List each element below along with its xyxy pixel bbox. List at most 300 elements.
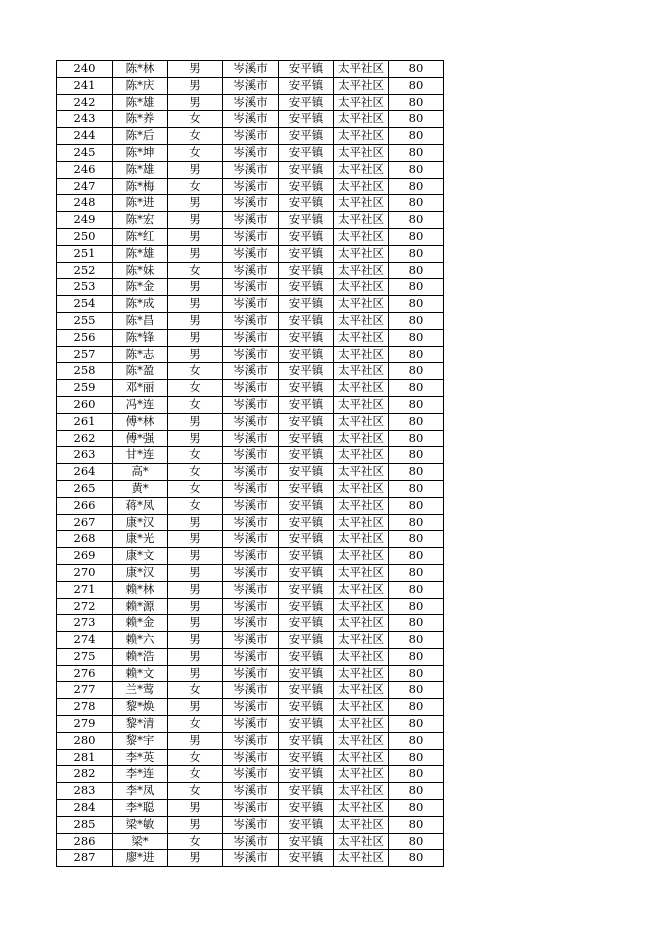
- city-cell: 岑溪市: [223, 783, 279, 800]
- amount-cell: 80: [389, 61, 444, 78]
- community-cell: 太平社区: [334, 279, 389, 296]
- community-cell: 太平社区: [334, 430, 389, 447]
- city-cell: 岑溪市: [223, 514, 279, 531]
- city-cell: 岑溪市: [223, 699, 279, 716]
- amount-cell: 80: [389, 648, 444, 665]
- city-cell: 岑溪市: [223, 548, 279, 565]
- community-cell: 太平社区: [334, 195, 389, 212]
- name-cell: 梁*: [113, 833, 168, 850]
- gender-cell: 男: [168, 279, 223, 296]
- community-cell: 太平社区: [334, 800, 389, 817]
- amount-cell: 80: [389, 632, 444, 649]
- city-cell: 岑溪市: [223, 615, 279, 632]
- amount-cell: 80: [389, 497, 444, 514]
- city-cell: 岑溪市: [223, 396, 279, 413]
- community-cell: 太平社区: [334, 648, 389, 665]
- amount-cell: 80: [389, 766, 444, 783]
- table-row: [57, 128, 444, 145]
- city-cell: 岑溪市: [223, 682, 279, 699]
- community-cell: 太平社区: [334, 833, 389, 850]
- community-cell: 太平社区: [334, 77, 389, 94]
- table-row: [57, 699, 444, 716]
- town-cell: 安平镇: [279, 816, 334, 833]
- table-row: [57, 380, 444, 397]
- amount-cell: 80: [389, 396, 444, 413]
- table-row: [57, 514, 444, 531]
- city-cell: 岑溪市: [223, 833, 279, 850]
- row-number-cell: 266: [57, 497, 113, 514]
- city-cell: 岑溪市: [223, 178, 279, 195]
- amount-cell: 80: [389, 312, 444, 329]
- name-cell: 黄*: [113, 480, 168, 497]
- community-cell: 太平社区: [334, 581, 389, 598]
- amount-cell: 80: [389, 363, 444, 380]
- row-number-cell: 276: [57, 665, 113, 682]
- row-number-cell: 264: [57, 464, 113, 481]
- row-number-cell: 267: [57, 514, 113, 531]
- table-row: [57, 447, 444, 464]
- gender-cell: 女: [168, 178, 223, 195]
- name-cell: 冯*连: [113, 396, 168, 413]
- gender-cell: 男: [168, 413, 223, 430]
- amount-cell: 80: [389, 816, 444, 833]
- amount-cell: 80: [389, 195, 444, 212]
- table-row: [57, 732, 444, 749]
- gender-cell: 男: [168, 430, 223, 447]
- community-cell: 太平社区: [334, 178, 389, 195]
- town-cell: 安平镇: [279, 77, 334, 94]
- table-row: [57, 228, 444, 245]
- community-cell: 太平社区: [334, 128, 389, 145]
- table-row: [57, 363, 444, 380]
- name-cell: 赖*六: [113, 632, 168, 649]
- name-cell: 廖*进: [113, 850, 168, 867]
- amount-cell: 80: [389, 800, 444, 817]
- row-number-cell: 250: [57, 228, 113, 245]
- town-cell: 安平镇: [279, 464, 334, 481]
- community-cell: 太平社区: [334, 514, 389, 531]
- gender-cell: 男: [168, 598, 223, 615]
- community-cell: 太平社区: [334, 228, 389, 245]
- town-cell: 安平镇: [279, 665, 334, 682]
- row-number-cell: 284: [57, 800, 113, 817]
- row-number-cell: 271: [57, 581, 113, 598]
- gender-cell: 男: [168, 531, 223, 548]
- city-cell: 岑溪市: [223, 749, 279, 766]
- gender-cell: 男: [168, 228, 223, 245]
- community-cell: 太平社区: [334, 615, 389, 632]
- city-cell: 岑溪市: [223, 816, 279, 833]
- town-cell: 安平镇: [279, 749, 334, 766]
- table-row: [57, 682, 444, 699]
- gender-cell: 男: [168, 665, 223, 682]
- amount-cell: 80: [389, 682, 444, 699]
- amount-cell: 80: [389, 833, 444, 850]
- amount-cell: 80: [389, 296, 444, 313]
- gender-cell: 女: [168, 128, 223, 145]
- amount-cell: 80: [389, 514, 444, 531]
- amount-cell: 80: [389, 430, 444, 447]
- row-number-cell: 246: [57, 161, 113, 178]
- amount-cell: 80: [389, 380, 444, 397]
- city-cell: 岑溪市: [223, 245, 279, 262]
- name-cell: 陈*进: [113, 195, 168, 212]
- name-cell: 黎*焕: [113, 699, 168, 716]
- gender-cell: 男: [168, 77, 223, 94]
- row-number-cell: 265: [57, 480, 113, 497]
- city-cell: 岑溪市: [223, 497, 279, 514]
- row-number-cell: 272: [57, 598, 113, 615]
- name-cell: 兰*莺: [113, 682, 168, 699]
- gender-cell: 女: [168, 380, 223, 397]
- amount-cell: 80: [389, 598, 444, 615]
- city-cell: 岑溪市: [223, 312, 279, 329]
- row-number-cell: 257: [57, 346, 113, 363]
- town-cell: 安平镇: [279, 581, 334, 598]
- city-cell: 岑溪市: [223, 581, 279, 598]
- amount-cell: 80: [389, 144, 444, 161]
- table-row: [57, 312, 444, 329]
- gender-cell: 男: [168, 564, 223, 581]
- table-row: [57, 212, 444, 229]
- row-number-cell: 278: [57, 699, 113, 716]
- community-cell: 太平社区: [334, 413, 389, 430]
- town-cell: 安平镇: [279, 514, 334, 531]
- town-cell: 安平镇: [279, 396, 334, 413]
- name-cell: 傅*强: [113, 430, 168, 447]
- row-number-cell: 282: [57, 766, 113, 783]
- city-cell: 岑溪市: [223, 144, 279, 161]
- city-cell: 岑溪市: [223, 363, 279, 380]
- city-cell: 岑溪市: [223, 279, 279, 296]
- row-number-cell: 244: [57, 128, 113, 145]
- row-number-cell: 248: [57, 195, 113, 212]
- city-cell: 岑溪市: [223, 296, 279, 313]
- name-cell: 李*英: [113, 749, 168, 766]
- town-cell: 安平镇: [279, 648, 334, 665]
- row-number-cell: 268: [57, 531, 113, 548]
- name-cell: 李*连: [113, 766, 168, 783]
- community-cell: 太平社区: [334, 380, 389, 397]
- amount-cell: 80: [389, 161, 444, 178]
- town-cell: 安平镇: [279, 296, 334, 313]
- city-cell: 岑溪市: [223, 346, 279, 363]
- city-cell: 岑溪市: [223, 413, 279, 430]
- gender-cell: 女: [168, 497, 223, 514]
- community-cell: 太平社区: [334, 682, 389, 699]
- gender-cell: 男: [168, 581, 223, 598]
- amount-cell: 80: [389, 464, 444, 481]
- table-row: [57, 632, 444, 649]
- gender-cell: 男: [168, 312, 223, 329]
- town-cell: 安平镇: [279, 632, 334, 649]
- town-cell: 安平镇: [279, 800, 334, 817]
- city-cell: 岑溪市: [223, 212, 279, 229]
- city-cell: 岑溪市: [223, 77, 279, 94]
- row-number-cell: 263: [57, 447, 113, 464]
- town-cell: 安平镇: [279, 615, 334, 632]
- amount-cell: 80: [389, 212, 444, 229]
- table-row: [57, 816, 444, 833]
- row-number-cell: 274: [57, 632, 113, 649]
- city-cell: 岑溪市: [223, 228, 279, 245]
- table-row: [57, 850, 444, 867]
- row-number-cell: 259: [57, 380, 113, 397]
- town-cell: 安平镇: [279, 833, 334, 850]
- name-cell: 陈*昌: [113, 312, 168, 329]
- name-cell: 赖*金: [113, 615, 168, 632]
- gender-cell: 女: [168, 464, 223, 481]
- city-cell: 岑溪市: [223, 648, 279, 665]
- gender-cell: 男: [168, 296, 223, 313]
- table-row: [57, 800, 444, 817]
- city-cell: 岑溪市: [223, 94, 279, 111]
- town-cell: 安平镇: [279, 346, 334, 363]
- city-cell: 岑溪市: [223, 111, 279, 128]
- row-number-cell: 269: [57, 548, 113, 565]
- name-cell: 陈*锋: [113, 329, 168, 346]
- community-cell: 太平社区: [334, 732, 389, 749]
- name-cell: 陈*雄: [113, 94, 168, 111]
- row-number-cell: 279: [57, 716, 113, 733]
- town-cell: 安平镇: [279, 732, 334, 749]
- amount-cell: 80: [389, 732, 444, 749]
- amount-cell: 80: [389, 262, 444, 279]
- town-cell: 安平镇: [279, 598, 334, 615]
- town-cell: 安平镇: [279, 480, 334, 497]
- town-cell: 安平镇: [279, 413, 334, 430]
- community-cell: 太平社区: [334, 749, 389, 766]
- community-cell: 太平社区: [334, 262, 389, 279]
- amount-cell: 80: [389, 531, 444, 548]
- gender-cell: 女: [168, 363, 223, 380]
- amount-cell: 80: [389, 346, 444, 363]
- table-body: [57, 61, 444, 867]
- table-row: [57, 564, 444, 581]
- table-row: [57, 245, 444, 262]
- gender-cell: 女: [168, 396, 223, 413]
- row-number-cell: 280: [57, 732, 113, 749]
- table-row: [57, 615, 444, 632]
- table-row: [57, 94, 444, 111]
- town-cell: 安平镇: [279, 195, 334, 212]
- gender-cell: 男: [168, 648, 223, 665]
- community-cell: 太平社区: [334, 61, 389, 78]
- gender-cell: 男: [168, 329, 223, 346]
- table-row: [57, 262, 444, 279]
- name-cell: 陈*成: [113, 296, 168, 313]
- name-cell: 陈*养: [113, 111, 168, 128]
- row-number-cell: 270: [57, 564, 113, 581]
- name-cell: 陈*红: [113, 228, 168, 245]
- name-cell: 陈*金: [113, 279, 168, 296]
- name-cell: 陈*妹: [113, 262, 168, 279]
- community-cell: 太平社区: [334, 699, 389, 716]
- name-cell: 陈*雄: [113, 161, 168, 178]
- city-cell: 岑溪市: [223, 564, 279, 581]
- town-cell: 安平镇: [279, 850, 334, 867]
- row-number-cell: 254: [57, 296, 113, 313]
- amount-cell: 80: [389, 77, 444, 94]
- table-row: [57, 329, 444, 346]
- gender-cell: 女: [168, 766, 223, 783]
- amount-cell: 80: [389, 245, 444, 262]
- city-cell: 岑溪市: [223, 531, 279, 548]
- town-cell: 安平镇: [279, 212, 334, 229]
- row-number-cell: 262: [57, 430, 113, 447]
- city-cell: 岑溪市: [223, 632, 279, 649]
- name-cell: 陈*林: [113, 61, 168, 78]
- row-number-cell: 277: [57, 682, 113, 699]
- town-cell: 安平镇: [279, 329, 334, 346]
- gender-cell: 男: [168, 615, 223, 632]
- town-cell: 安平镇: [279, 548, 334, 565]
- community-cell: 太平社区: [334, 447, 389, 464]
- row-number-cell: 241: [57, 77, 113, 94]
- amount-cell: 80: [389, 548, 444, 565]
- gender-cell: 男: [168, 732, 223, 749]
- name-cell: 高*: [113, 464, 168, 481]
- amount-cell: 80: [389, 564, 444, 581]
- city-cell: 岑溪市: [223, 262, 279, 279]
- row-number-cell: 281: [57, 749, 113, 766]
- row-number-cell: 286: [57, 833, 113, 850]
- row-number-cell: 275: [57, 648, 113, 665]
- name-cell: 邓*丽: [113, 380, 168, 397]
- gender-cell: 女: [168, 480, 223, 497]
- row-number-cell: 240: [57, 61, 113, 78]
- table-row: [57, 531, 444, 548]
- city-cell: 岑溪市: [223, 732, 279, 749]
- community-cell: 太平社区: [334, 850, 389, 867]
- amount-cell: 80: [389, 279, 444, 296]
- amount-cell: 80: [389, 228, 444, 245]
- town-cell: 安平镇: [279, 128, 334, 145]
- table-row: [57, 716, 444, 733]
- gender-cell: 男: [168, 212, 223, 229]
- row-number-cell: 245: [57, 144, 113, 161]
- name-cell: 陈*盈: [113, 363, 168, 380]
- town-cell: 安平镇: [279, 245, 334, 262]
- city-cell: 岑溪市: [223, 430, 279, 447]
- community-cell: 太平社区: [334, 161, 389, 178]
- gender-cell: 男: [168, 61, 223, 78]
- community-cell: 太平社区: [334, 245, 389, 262]
- community-cell: 太平社区: [334, 464, 389, 481]
- city-cell: 岑溪市: [223, 766, 279, 783]
- town-cell: 安平镇: [279, 716, 334, 733]
- town-cell: 安平镇: [279, 531, 334, 548]
- amount-cell: 80: [389, 783, 444, 800]
- table-row: [57, 598, 444, 615]
- city-cell: 岑溪市: [223, 665, 279, 682]
- table-row: [57, 648, 444, 665]
- table-row: [57, 346, 444, 363]
- table-row: [57, 766, 444, 783]
- name-cell: 陈*后: [113, 128, 168, 145]
- community-cell: 太平社区: [334, 766, 389, 783]
- amount-cell: 80: [389, 447, 444, 464]
- table-row: [57, 61, 444, 78]
- gender-cell: 女: [168, 716, 223, 733]
- gender-cell: 男: [168, 816, 223, 833]
- table-row: [57, 396, 444, 413]
- table-row: [57, 111, 444, 128]
- row-number-cell: 247: [57, 178, 113, 195]
- town-cell: 安平镇: [279, 766, 334, 783]
- name-cell: 陈*宏: [113, 212, 168, 229]
- gender-cell: 男: [168, 94, 223, 111]
- row-number-cell: 252: [57, 262, 113, 279]
- amount-cell: 80: [389, 329, 444, 346]
- community-cell: 太平社区: [334, 716, 389, 733]
- city-cell: 岑溪市: [223, 716, 279, 733]
- city-cell: 岑溪市: [223, 329, 279, 346]
- gender-cell: 女: [168, 682, 223, 699]
- name-cell: 赖*源: [113, 598, 168, 615]
- gender-cell: 女: [168, 749, 223, 766]
- name-cell: 赖*林: [113, 581, 168, 598]
- name-cell: 康*光: [113, 531, 168, 548]
- name-cell: 李*聪: [113, 800, 168, 817]
- name-cell: 康*汉: [113, 514, 168, 531]
- table-row: [57, 144, 444, 161]
- table-row: [57, 833, 444, 850]
- name-cell: 赖*浩: [113, 648, 168, 665]
- community-cell: 太平社区: [334, 363, 389, 380]
- town-cell: 安平镇: [279, 783, 334, 800]
- gender-cell: 男: [168, 632, 223, 649]
- row-number-cell: 255: [57, 312, 113, 329]
- town-cell: 安平镇: [279, 111, 334, 128]
- amount-cell: 80: [389, 128, 444, 145]
- name-cell: 陈*庆: [113, 77, 168, 94]
- town-cell: 安平镇: [279, 430, 334, 447]
- community-cell: 太平社区: [334, 329, 389, 346]
- row-number-cell: 243: [57, 111, 113, 128]
- amount-cell: 80: [389, 749, 444, 766]
- row-number-cell: 258: [57, 363, 113, 380]
- table-row: [57, 279, 444, 296]
- amount-cell: 80: [389, 699, 444, 716]
- city-cell: 岑溪市: [223, 447, 279, 464]
- town-cell: 安平镇: [279, 564, 334, 581]
- row-number-cell: 253: [57, 279, 113, 296]
- name-cell: 黎*宇: [113, 732, 168, 749]
- table-row: [57, 464, 444, 481]
- name-cell: 康*汉: [113, 564, 168, 581]
- gender-cell: 男: [168, 548, 223, 565]
- town-cell: 安平镇: [279, 144, 334, 161]
- name-cell: 蒋*凤: [113, 497, 168, 514]
- town-cell: 安平镇: [279, 380, 334, 397]
- name-cell: 陈*雄: [113, 245, 168, 262]
- gender-cell: 女: [168, 144, 223, 161]
- city-cell: 岑溪市: [223, 598, 279, 615]
- gender-cell: 女: [168, 447, 223, 464]
- city-cell: 岑溪市: [223, 464, 279, 481]
- row-number-cell: 260: [57, 396, 113, 413]
- row-number-cell: 249: [57, 212, 113, 229]
- city-cell: 岑溪市: [223, 380, 279, 397]
- town-cell: 安平镇: [279, 61, 334, 78]
- gender-cell: 女: [168, 783, 223, 800]
- community-cell: 太平社区: [334, 531, 389, 548]
- city-cell: 岑溪市: [223, 480, 279, 497]
- table-row: [57, 413, 444, 430]
- name-cell: 陈*志: [113, 346, 168, 363]
- table-row: [57, 497, 444, 514]
